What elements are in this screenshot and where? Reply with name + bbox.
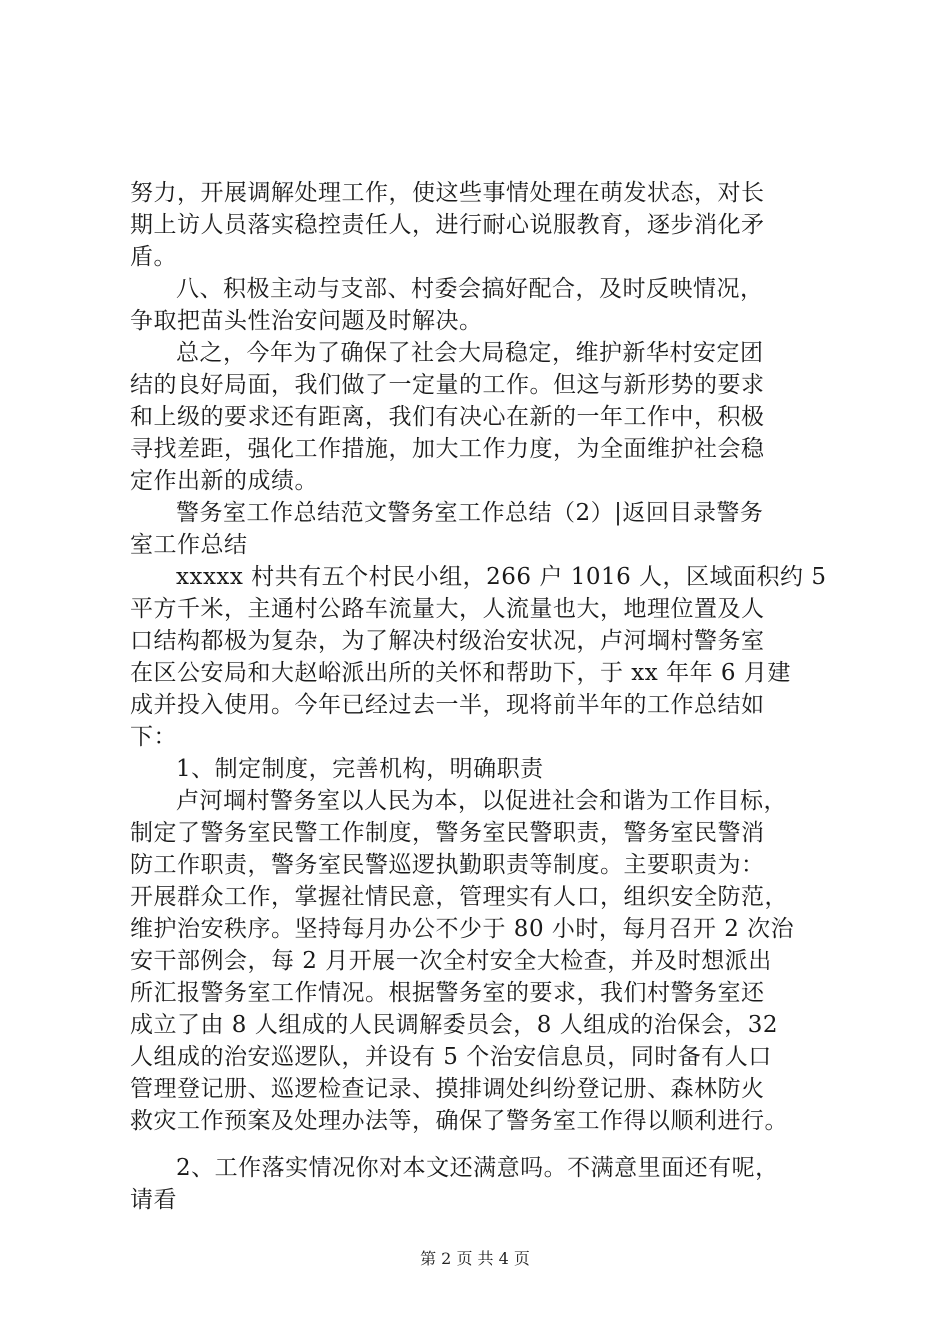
text-line: 和上级的要求还有距离，我们有决心在新的一年工作中，积极 (130, 404, 765, 430)
text-line: 定作出新的成绩。 (130, 468, 318, 494)
text-line: 努力，开展调解处理工作，使这些事情处理在萌发状态，对长 (130, 180, 765, 206)
text-line: 总之，今年为了确保了社会大局稳定，维护新华村安定团 (176, 340, 764, 366)
text-line: 开展群众工作，掌握社情民意，管理实有人口，组织安全防范， (130, 884, 788, 910)
text-line: 请看 (130, 1187, 177, 1213)
text-line: 管理登记册、巡逻检查记录、摸排调处纠纷登记册、森林防火 (130, 1076, 765, 1102)
text-line: 期上访人员落实稳控责任人，进行耐心说服教育，逐步消化矛 (130, 212, 765, 238)
text-line: 卢河堈村警务室以人民为本，以促进社会和谐为工作目标， (176, 788, 787, 814)
text-line: 平方千米，主通村公路车流量大，人流量也大，地理位置及人 (130, 596, 765, 622)
text-line: 成立了由 8 人组成的人民调解委员会，8 人组成的治保会，32 (130, 1012, 778, 1038)
text-line: 救灾工作预案及处理办法等，确保了警务室工作得以顺利进行。 (130, 1108, 788, 1134)
text-line: 八、积极主动与支部、村委会搞好配合，及时反映情况， (176, 276, 764, 302)
section-heading: 1、制定制度，完善机构，明确职责 (176, 756, 544, 782)
text-line: 人组成的治安巡逻队，并设有 5 个治安信息员，同时备有人口 (130, 1044, 772, 1070)
text-line: 寻找差距，强化工作措施，加大工作力度，为全面维护社会稳 (130, 436, 765, 462)
text-line: xxxxx 村共有五个村民小组，266 户 1016 人，区域面积约 5 (176, 564, 827, 590)
text-line: 成并投入使用。今年已经过去一半，现将前半年的工作总结如 (130, 692, 765, 718)
section-heading: 室工作总结 (130, 532, 248, 558)
page-footer: 第 2 页 共 4 页 (420, 1249, 530, 1268)
text-line: 安干部例会，每 2 月开展一次全村安全大检查，并及时想派出 (130, 948, 772, 974)
text-line: 维护治安秩序。坚持每月办公不少于 80 小时，每月召开 2 次治 (130, 916, 795, 942)
text-line: 所汇报警务室工作情况。根据警务室的要求，我们村警务室还 (130, 980, 765, 1006)
text-line: 2、工作落实情况你对本文还满意吗。不满意里面还有呢， (176, 1155, 779, 1181)
text-line: 下： (130, 724, 177, 750)
text-line: 结的良好局面，我们做了一定量的工作。但这与新形势的要求 (130, 372, 765, 398)
text-line: 防工作职责，警务室民警巡逻执勤职责等制度。主要职责为： (130, 852, 765, 878)
text-line: 制定了警务室民警工作制度，警务室民警职责，警务室民警消 (130, 820, 765, 846)
text-line: 在区公安局和大赵峪派出所的关怀和帮助下，于 xx 年年 6 月建 (130, 660, 791, 686)
text-line: 口结构都极为复杂，为了解决村级治安状况，卢河堈村警务室 (130, 628, 765, 654)
text-line: 争取把苗头性治安问题及时解决。 (130, 308, 483, 334)
text-line: 盾。 (130, 244, 177, 270)
section-heading: 警务室工作总结范文警务室工作总结（2）|返回目录警务 (176, 500, 764, 526)
